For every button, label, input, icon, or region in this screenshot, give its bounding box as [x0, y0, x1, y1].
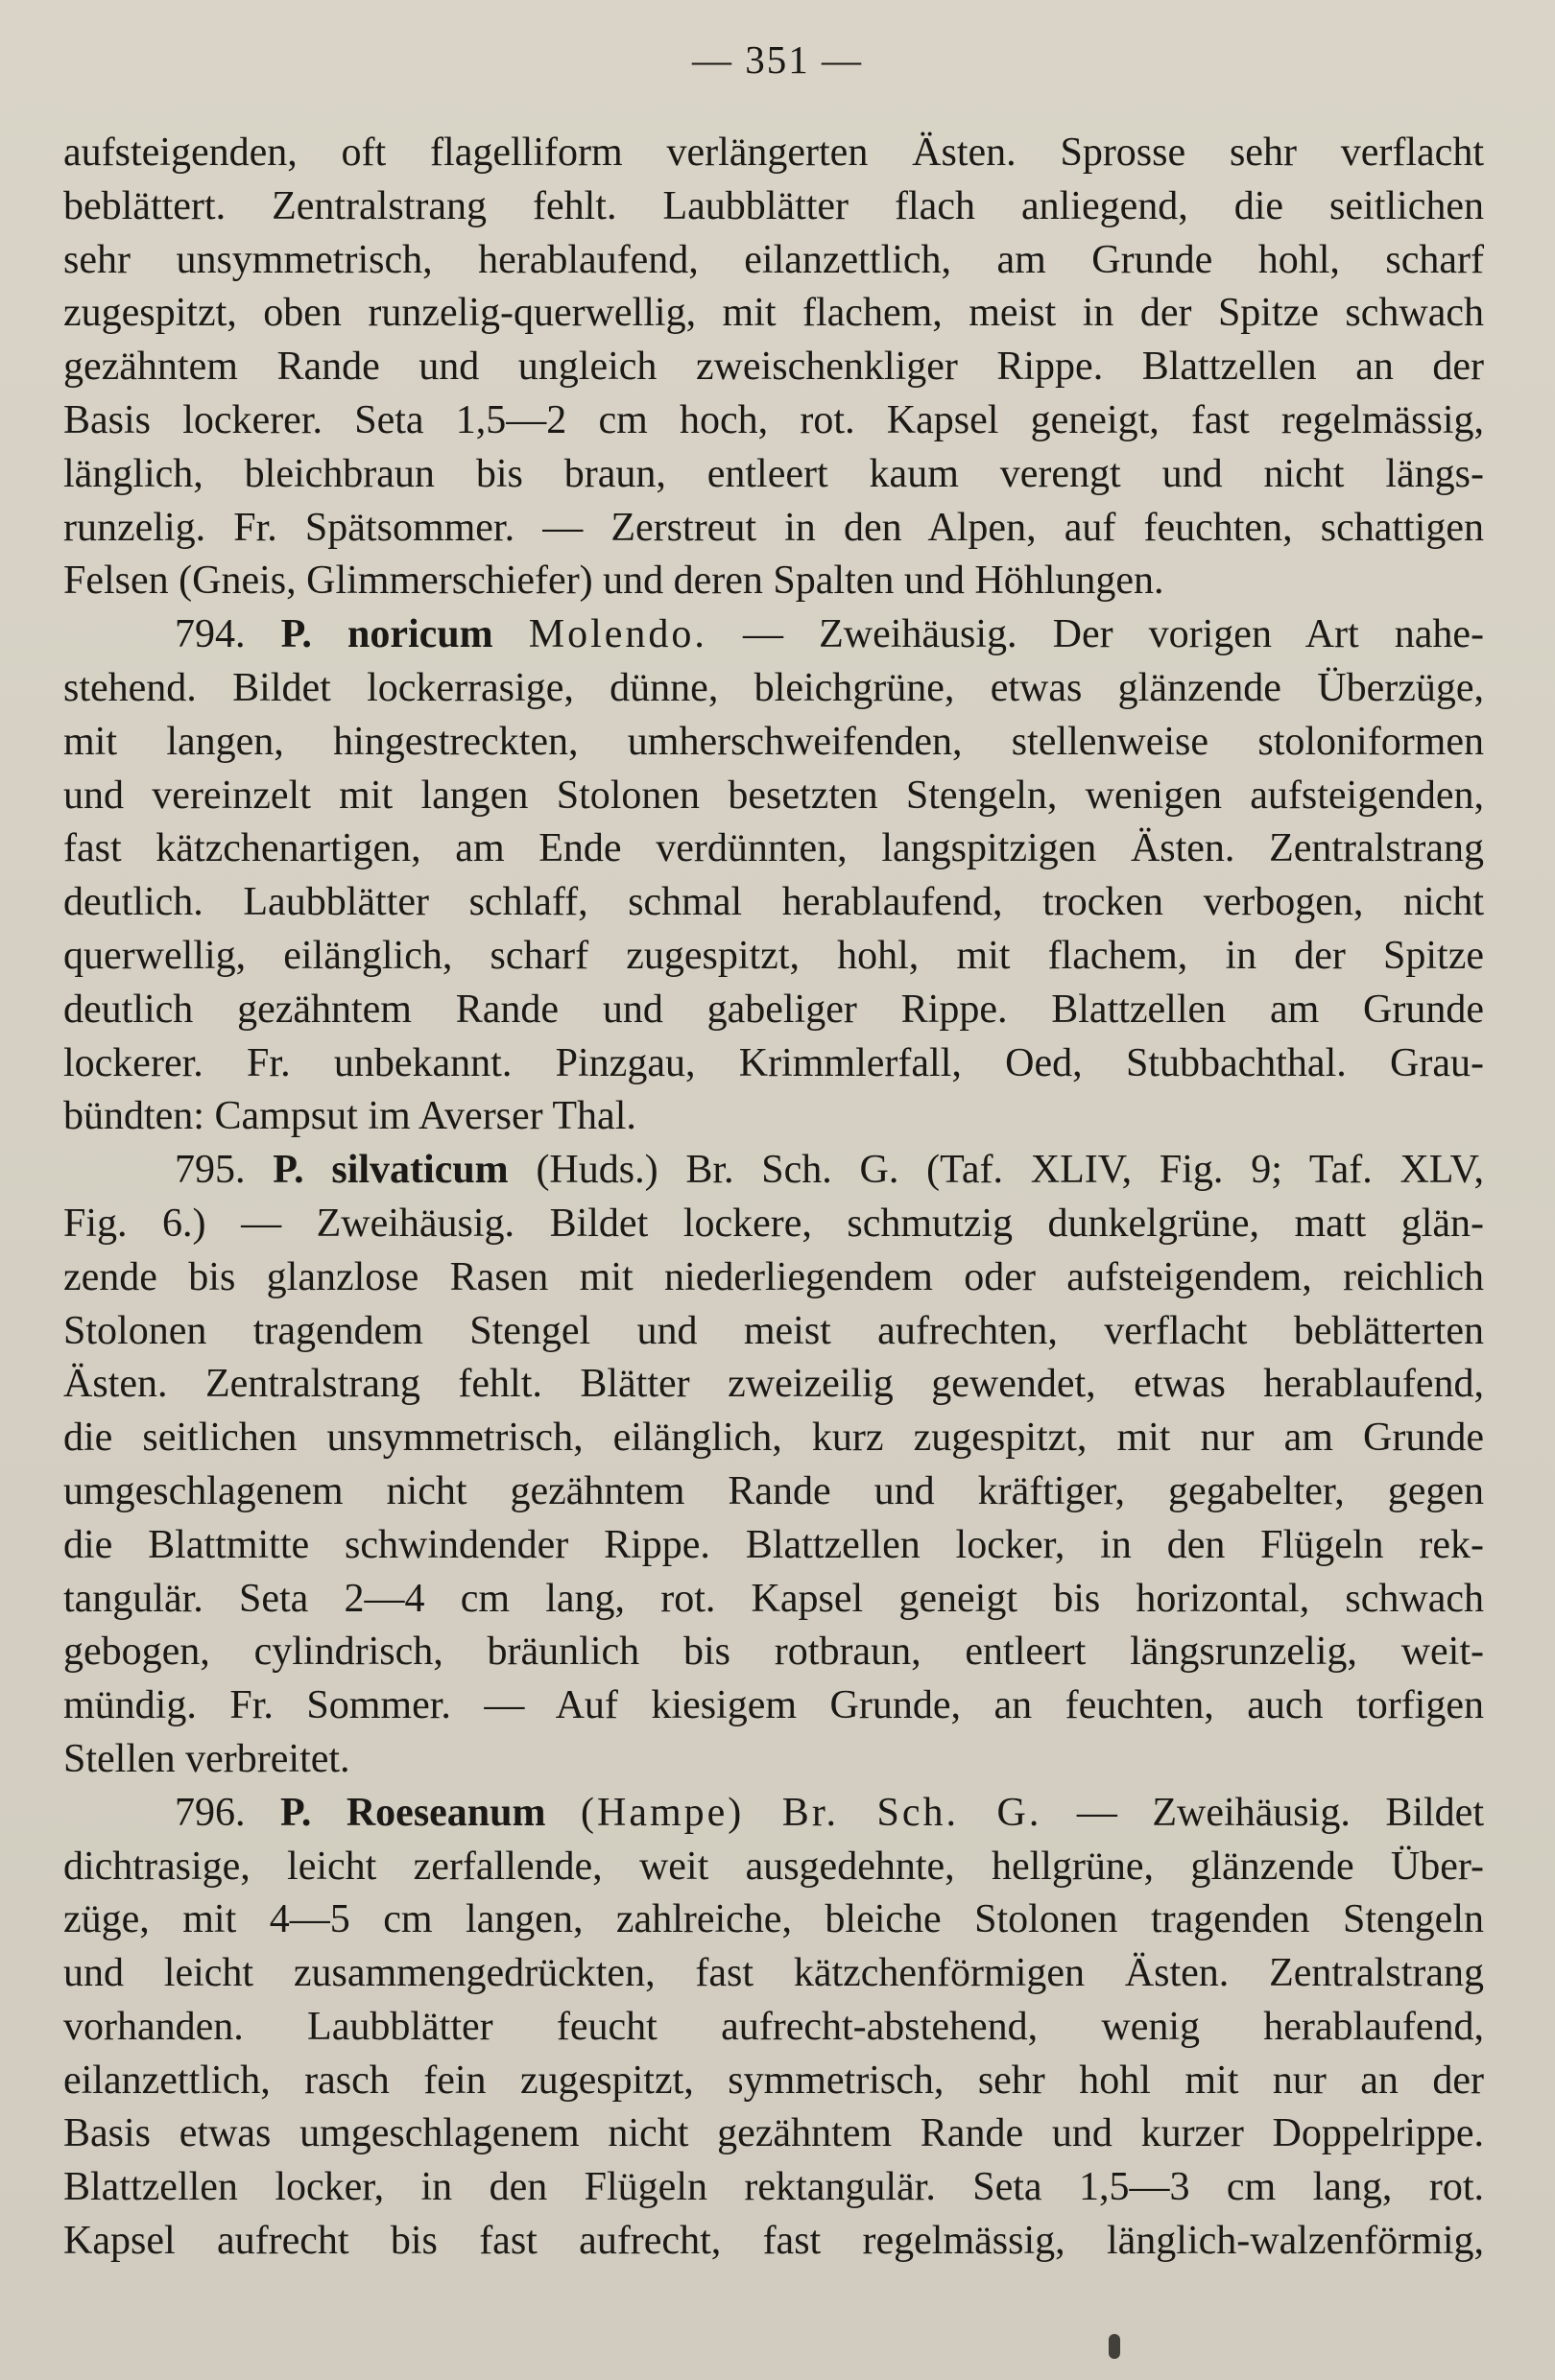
- entry-author: (Hampe) Br. Sch. G.: [581, 1790, 1042, 1835]
- text-line: mit langen, hingestreckten, umherschweifenden, stellenweise stoloniformen: [63, 719, 1484, 764]
- entry-794-heading: [63, 608, 1484, 662]
- entry-796-heading: [63, 1787, 1484, 1841]
- text-line: Kapsel aufrecht bis fast aufrecht, fast regelmässig, länglich-walzenförmig,: [63, 2219, 1484, 2264]
- text-line: aufsteigenden, oft flagelliform verlängerten Ästen. Sprosse sehr verflacht: [63, 131, 1484, 175]
- entry-author: (Huds.) Br. Sch. G.: [536, 1148, 899, 1193]
- entry-number: 794.: [175, 612, 246, 657]
- text-line: gebogen, cylindrisch, bräunlich bis rotbraun, entleert längsrunzelig, weit-: [63, 1630, 1484, 1675]
- text-line: umgeschlagenem nicht gezähntem Rande und kräftiger, gegabelter, gegen: [63, 1468, 1484, 1513]
- text-line: länglich, bleichbraun bis braun, entleert kaum verengt und nicht längs-: [63, 451, 1484, 496]
- text-line: querwellig, eilänglich, scharf zugespitzt, hohl, mit flachem, in der Spitze: [63, 933, 1484, 978]
- text-line: Basis lockerer. Seta 1,5—2 cm hoch, rot. Kapsel geneigt, fast regelmässig,: [63, 397, 1484, 442]
- entry-author: Molendo.: [528, 612, 707, 657]
- text-line: und leicht zusammengedrückten, fast kätzchenförmigen Ästen. Zentralstrang: [63, 1951, 1484, 1996]
- text-line: runzelig. Fr. Spätsommer. — Zerstreut in den Alpen, auf feuchten, schattigen: [63, 505, 1484, 550]
- page-text: [63, 127, 1484, 2269]
- entry-species: Roeseanum: [346, 1790, 546, 1835]
- text-line: Stellen verbreitet.: [63, 1736, 350, 1781]
- text-line: gezähntem Rande und ungleich zweischenkliger Rippe. Blattzellen an der: [63, 345, 1484, 390]
- text-line: beblättert. Zentralstrang fehlt. Laubblätter flach anliegend, die seitlichen: [63, 183, 1484, 228]
- text-line: Fig. 6.) — Zweihäusig. Bildet lockere, schmutzig dunkelgrüne, matt glän-: [63, 1201, 1484, 1246]
- text-line: Blattzellen locker, in den Flügeln rektangulär. Seta 1,5—3 cm lang, rot.: [63, 2165, 1484, 2210]
- text-line: Basis etwas umgeschlagenem nicht gezähntem Rande und kurzer Doppelrippe.: [63, 2111, 1484, 2156]
- entry-795-heading: [63, 1144, 1484, 1198]
- text-line: deutlich gezähntem Rande und gabeliger Rippe. Blattzellen am Grunde: [63, 987, 1484, 1032]
- text-line: bündten: Campsut im Averser Thal.: [63, 1094, 636, 1139]
- entry-first-line-rest: — Zweihäusig. Bildet: [1076, 1790, 1484, 1835]
- entry-species: silvaticum: [331, 1148, 509, 1193]
- text-line: zende bis glanzlose Rasen mit niederliegendem oder aufsteigendem, reichlich: [63, 1254, 1484, 1299]
- entry-genus: P.: [273, 1148, 304, 1193]
- print-blemish: [1109, 2334, 1120, 2359]
- text-line: sehr unsymmetrisch, herablaufend, eilanzettlich, am Grunde hohl, scharf: [63, 237, 1484, 282]
- text-line: fast kätzchenartigen, am Ende verdünnten, langspitzigen Ästen. Zentralstrang: [63, 826, 1484, 871]
- entry-genus: P.: [280, 612, 312, 657]
- text-line: Stolonen tragendem Stengel und meist aufrechten, verflacht beblätterten: [63, 1308, 1484, 1353]
- entry-genus: P.: [280, 1790, 312, 1835]
- entry-first-line-rest: — Zweihäusig. Der vorigen Art nahe-: [743, 612, 1485, 657]
- text-line: die seitlichen unsymmetrisch, eilänglich, kurz zugespitzt, mit nur am Grunde: [63, 1416, 1484, 1461]
- text-line: lockerer. Fr. unbekannt. Pinzgau, Krimmlerfall, Oed, Stubbachthal. Grau-: [63, 1040, 1484, 1085]
- text-line: stehend. Bildet lockerrasige, dünne, bleichgrüne, etwas glänzende Überzüge,: [63, 665, 1484, 710]
- text-line: vorhanden. Laubblätter feucht aufrecht-abstehend, wenig herablaufend,: [63, 2004, 1484, 2049]
- text-line: die Blattmitte schwindender Rippe. Blattzellen locker, in den Flügeln rek-: [63, 1522, 1484, 1567]
- text-line: züge, mit 4—5 cm langen, zahlreiche, bleiche Stolonen tragenden Stengeln: [63, 1897, 1484, 1942]
- text-line: eilanzettlich, rasch fein zugespitzt, symmetrisch, sehr hohl mit nur an der: [63, 2058, 1484, 2103]
- text-line: dichtrasige, leicht zerfallende, weit ausgedehnte, hellgrüne, glänzende Über-: [63, 1844, 1484, 1889]
- text-line: tangulär. Seta 2—4 cm lang, rot. Kapsel geneigt bis horizontal, schwach: [63, 1576, 1484, 1621]
- page-number: — 351 —: [692, 37, 863, 82]
- text-line: deutlich. Laubblätter schlaff, schmal herablaufend, trocken verbogen, nicht: [63, 880, 1484, 925]
- entry-species: noricum: [347, 612, 493, 657]
- entry-number: 796.: [175, 1790, 246, 1835]
- entry-first-line-rest: (Taf. XLIV, Fig. 9; Taf. XLV,: [926, 1148, 1485, 1193]
- text-line: Felsen (Gneis, Glimmerschiefer) und deren Spalten und Höhlungen.: [63, 559, 1164, 604]
- entry-number: 795.: [175, 1148, 246, 1193]
- text-line: und vereinzelt mit langen Stolonen besetzten Stengeln, wenigen aufsteigenden,: [63, 773, 1484, 818]
- text-line: zugespitzt, oben runzelig-querwellig, mit flachem, meist in der Spitze schwach: [63, 291, 1484, 336]
- text-line: mündig. Fr. Sommer. — Auf kiesigem Grunde, an feuchten, auch torfigen: [63, 1683, 1484, 1728]
- text-line: Ästen. Zentralstrang fehlt. Blätter zweizeilig gewendet, etwas herablaufend,: [63, 1362, 1484, 1407]
